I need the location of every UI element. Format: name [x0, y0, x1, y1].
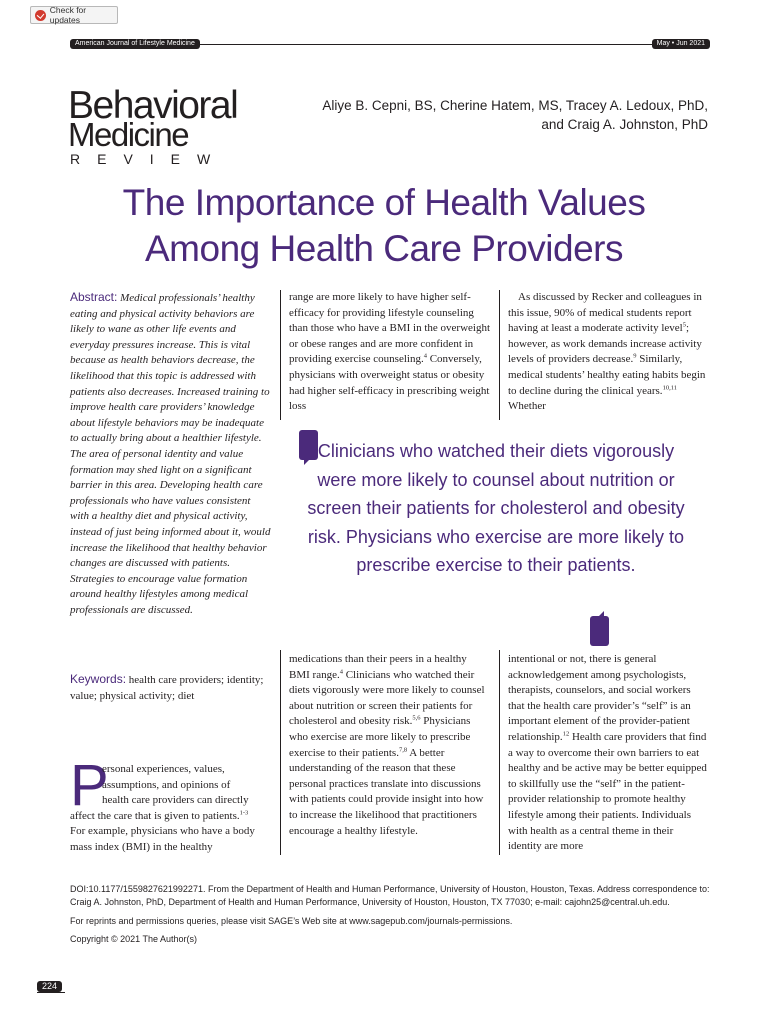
citation: 9	[633, 352, 637, 360]
intro-line: health care providers can directly	[102, 794, 249, 807]
article-title	[40, 180, 728, 272]
journal-name: American Journal of Lifestyle Medicine	[70, 39, 200, 49]
citation: 12	[562, 730, 570, 738]
column-divider	[280, 290, 281, 420]
body-text-col2-top	[289, 290, 490, 415]
body-text-col3-bottom	[508, 652, 709, 855]
body-text-col2-bottom	[289, 652, 490, 839]
body-text: medications than their peers in a healthy BMI range.	[289, 653, 467, 681]
citation: 5	[682, 321, 686, 329]
keywords	[70, 672, 271, 704]
page-number: 224	[37, 981, 62, 992]
abstract	[70, 290, 271, 618]
column-divider	[499, 650, 500, 855]
body-text: Similarly, medical students’ healthy eating habits begin to decline during the clinical years.	[508, 353, 706, 397]
body-text: Health care providers that find a way to overcome their own barriers to eat healthy and be active may be better equipped to skillfully use the “self” in the patient-provider relationship to promote healthy lifestyle among their patients. Individuals with health as a central theme in their identity are more	[508, 730, 707, 853]
masthead-behavioral: Behavioral	[68, 84, 238, 127]
body-text-col3-top	[508, 290, 709, 415]
check-for-updates-button[interactable]	[30, 6, 118, 24]
body-text: A better understanding of the reason that these personal practices translate into discussions with patients could provide insight into how to increase the likelihood that practitioners encourage a healthy lifestyle.	[289, 746, 484, 837]
intro-rest: For example, physicians who have a body mass index (BMI) in the healthy	[70, 825, 255, 853]
citation: 4	[339, 667, 343, 675]
body-text: ; however, as work demands increase activity levels of providers decrease.	[508, 322, 702, 366]
intro-line: ersonal experiences, values,	[102, 763, 225, 775]
author-line-2: and Craig A. Johnston, PhD	[541, 117, 708, 132]
citation: 5,6	[412, 714, 421, 722]
footer-doi: DOI:10.1177/1559827621992271. From the Department of Health and Human Performance, University of Houston, Houston, Texas. Address correspondence to: Craig A. Johnston, PhD, Department of Health and Human Performance, University of Houston, Houston, TX 77030; e-mail: cajohn25@central.uh.edu.	[70, 884, 710, 907]
body-text: intentional or not, there is general acknowledgement among psychologists, therapists, counselors, and social workers that the health care provider’s “self” is an important element of the provider-patient relationship.	[508, 653, 691, 743]
body-text: Physicians who exercise are more likely to prescribe exercise to their patients.	[289, 715, 471, 759]
issue-date: May • Jun 2021	[652, 39, 710, 49]
update-check-icon	[35, 10, 46, 21]
page-number-rule	[37, 992, 65, 993]
drop-cap: P	[70, 753, 109, 818]
intro-line: affect the care that is given to patients.	[70, 809, 240, 822]
abstract-text: Medical professionals’ healthy eating and physical activity behaviors are likely to wane as other life events and everyday pressures increase. This is vital because as health behaviors decrease, the likelihood that this topic is addressed with patients also decreases. Increased training to improve health care providers’ knowledge about lifestyle behaviors may be inadequate to actually bring about a healthier lifestyle. The area of personal identity and value formation may shed light on a significant barrier in this area. Developing health care professionals who have values consistent with a healthy diet and physical activity, instead of just being informed about it, would increase the likelihood that healthy behavior changes are discussed with patients. Strategies to encourage value formation around healthy lifestyles among medical professionals are discussed.	[70, 292, 271, 616]
check-for-updates-label: Check for updates	[49, 5, 87, 25]
title-line-2: Among Health Care Providers	[145, 228, 623, 269]
author-list	[268, 96, 708, 134]
masthead-review: REVIEW	[70, 151, 228, 167]
footer-copyright: Copyright © 2021 The Author(s)	[70, 934, 198, 944]
close-quote-icon	[590, 616, 609, 646]
intro-line: assumptions, and opinions of	[102, 778, 231, 791]
keywords-text: health care providers; identity; value; physical activity; diet	[70, 674, 264, 702]
citation: 1-3	[239, 809, 249, 817]
abstract-label: Abstract:	[70, 290, 118, 304]
pull-quote: Clinicians who watched their diets vigorously were more likely to counsel about nutrition or screen their patients for cholesterol and obesity risk. Physicians who exercise are more likely to prescribe exercise to their patients.	[307, 441, 685, 575]
body-text: As discussed by Recker and colleagues in this issue, 90% of medical students report having at least a moderate activity level	[508, 291, 702, 335]
body-text: Whether	[508, 400, 546, 413]
body-text: Clinicians who watched their diets vigorously were more likely to counsel about nutrition or screen their patients for cholesterol and obesity risk.	[289, 668, 485, 728]
title-line-1: The Importance of Health Values	[122, 182, 646, 223]
citation: 7,8	[398, 745, 408, 753]
body-text: Conversely, physicians with overweight status or obesity had higher self-efficacy in prescribing weight loss	[289, 353, 490, 413]
column-divider	[280, 650, 281, 855]
footer-reprints: For reprints and permissions queries, please visit SAGE’s Web site at www.sagepub.com/journals-permissions.	[70, 916, 513, 926]
column-divider	[499, 290, 500, 420]
keywords-label: Keywords:	[70, 672, 127, 686]
citation: 10,11	[662, 383, 677, 391]
intro-paragraph	[70, 762, 271, 856]
citation: 4	[423, 352, 427, 360]
body-text: range are more likely to have higher self-efficacy for providing lifestyle counseling than those who have a BMI in the overweight or obese ranges and are more confident in providing exercise counseling.	[289, 291, 491, 366]
author-line-1: Aliye B. Cepni, BS, Cherine Hatem, MS, Tracey A. Ledoux, PhD,	[322, 98, 708, 113]
masthead-medicine: Medicine	[68, 116, 189, 153]
